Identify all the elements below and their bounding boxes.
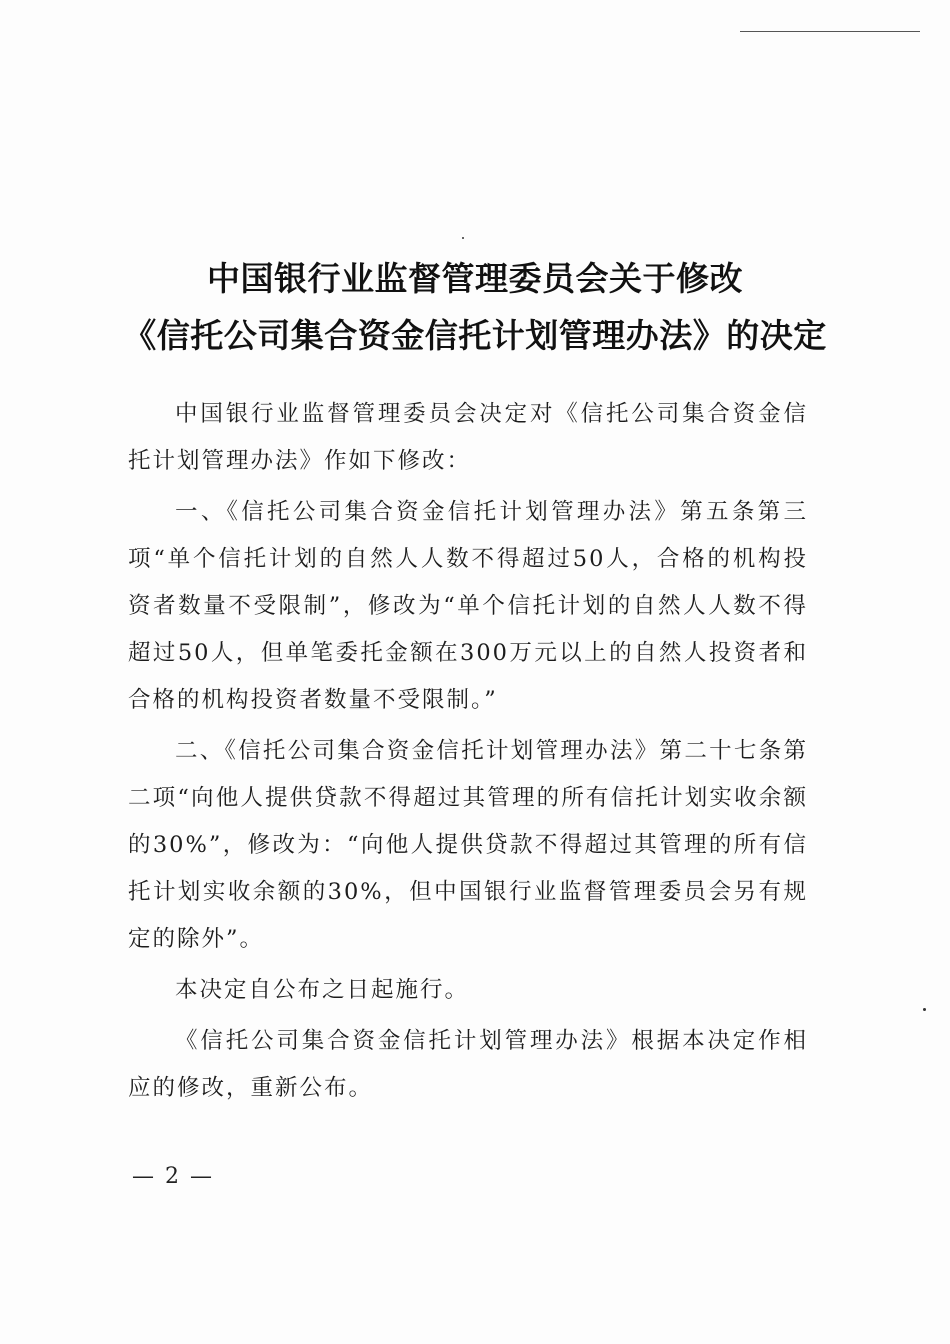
title-line-2: 《信托公司集合资金信托计划管理办法》的决定 (123, 316, 827, 355)
scan-speck (462, 237, 464, 239)
paragraph-effective-date: 本决定自公布之日起施行。 (175, 977, 470, 1003)
scan-speck (923, 1008, 926, 1011)
document-title (60, 250, 890, 364)
document-body (128, 391, 808, 1112)
page-number: — 2 — (132, 1164, 214, 1189)
paragraph-amendment-2: 二、《信托公司集合资金信托计划管理办法》第二十七条第二项“向他人提供贷款不得超过其管理的所有信托计划实收余额的30%”，修改为：“向他人提供贷款不得超过其管理的所有信托计划实收余额的30%，但中国银行业监督管理委员会另有规定的除外”。 (128, 738, 808, 952)
paragraph-amendment-1: 一、《信托公司集合资金信托计划管理办法》第五条第三项“单个信托计划的自然人人数不得超过50人，合格的机构投资者数量不受限制”，修改为“单个信托计划的自然人人数不得超过50人，但单笔委托金额在300万元以上的自然人投资者和合格的机构投资者数量不受限制。” (128, 499, 808, 713)
paragraph-intro: 中国银行业监督管理委员会决定对《信托公司集合资金信托计划管理办法》作如下修改： (128, 401, 808, 474)
scan-edge-line (740, 31, 920, 32)
paragraph-republish: 《信托公司集合资金信托计划管理办法》根据本决定作相应的修改，重新公布。 (128, 1028, 808, 1101)
title-line-1: 中国银行业监督管理委员会关于修改 (207, 259, 743, 298)
